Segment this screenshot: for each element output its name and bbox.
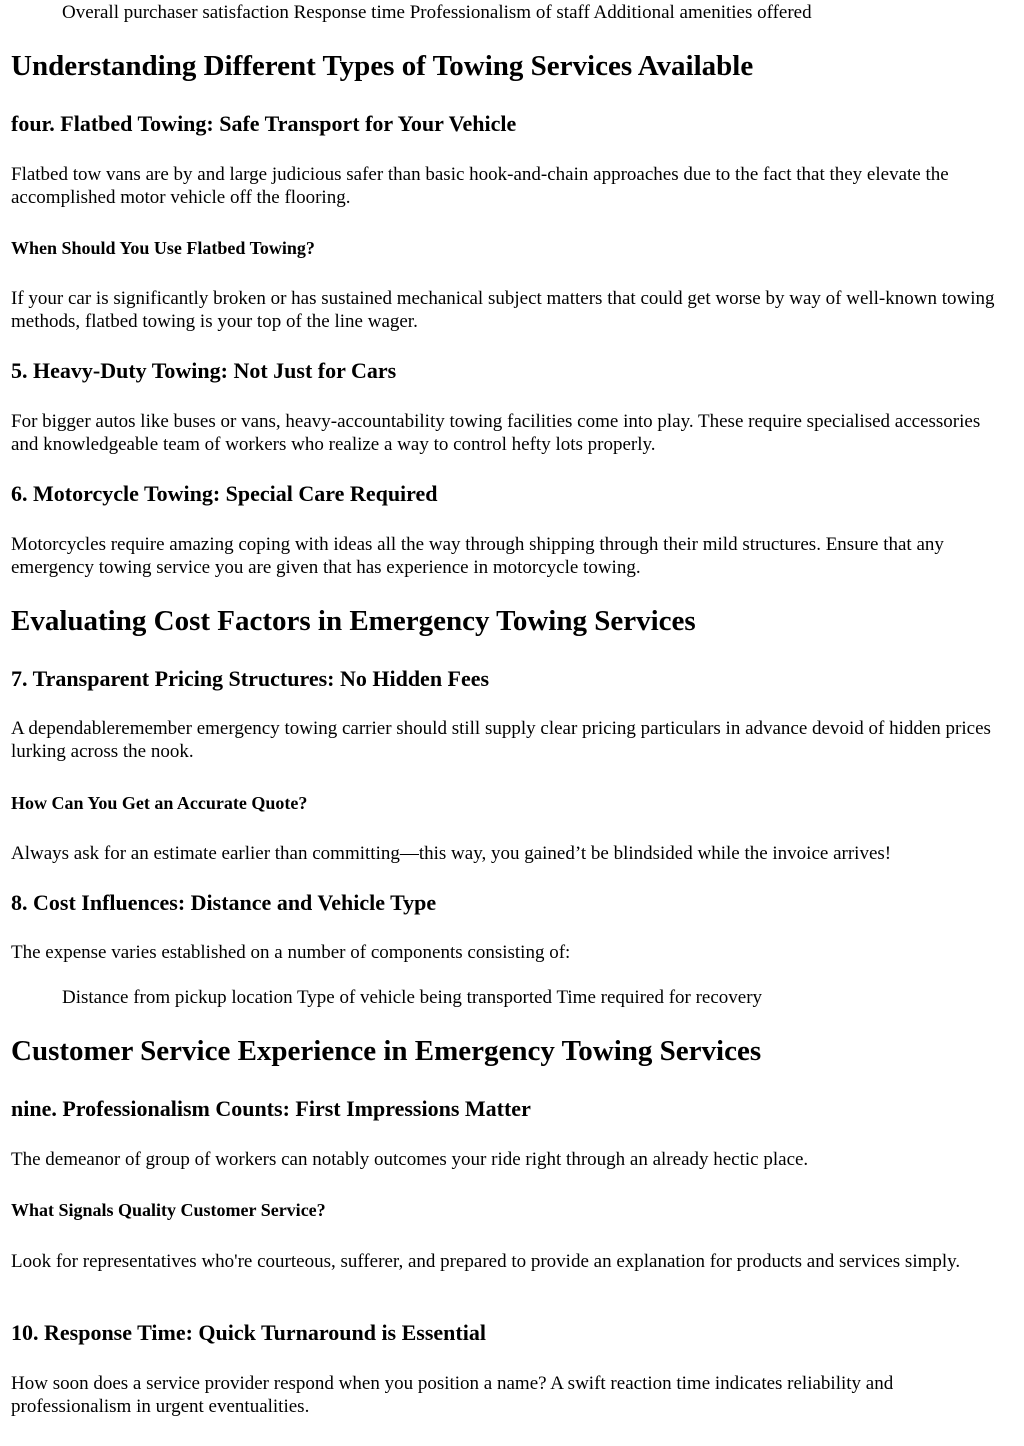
subheading-flatbed: four. Flatbed Towing: Safe Transport for Your Vehicle bbox=[11, 111, 517, 136]
subheading-heavy-duty: 5. Heavy-Duty Towing: Not Just for Cars bbox=[11, 358, 397, 383]
paragraph-flatbed: Flatbed tow vans are by and large judicious safer than basic hook-and-chain approaches due to the fact that they elevate the accomplished motor vehicle off the flooring. bbox=[11, 164, 949, 208]
subheading-pricing: 7. Transparent Pricing Structures: No Hidden Fees bbox=[11, 666, 490, 691]
paragraph-professionalism: The demeanor of group of workers can notably outcomes your ride right through an already hectic place. bbox=[11, 1149, 809, 1170]
paragraph-pricing: A dependableremember emergency towing carrier should still supply clear pricing particulars in advance devoid of hidden prices lurking across the nook. bbox=[11, 718, 991, 762]
paragraph-motorcycle: Motorcycles require amazing coping with ideas all the way through shipping through their mild structures. Ensure that any emergency towing service you are given that has experience in motorcycle towing. bbox=[11, 534, 944, 578]
question-quote: How Can You Get an Accurate Quote? bbox=[11, 793, 308, 813]
subheading-motorcycle: 6. Motorcycle Towing: Special Care Required bbox=[11, 481, 438, 506]
section-heading-types: Understanding Different Types of Towing Services Available bbox=[11, 50, 754, 82]
section-heading-cost: Evaluating Cost Factors in Emergency Towing Services bbox=[11, 605, 696, 637]
paragraph-heavy-duty: For bigger autos like buses or vans, heavy-accountability towing facilities come into play. These require specialised accessories and knowledgeable team of workers who realize a way to control hefty lots properly. bbox=[11, 411, 981, 455]
cost-factors-list: Distance from pickup location Type of vehicle being transported Time required for recovery bbox=[62, 987, 763, 1008]
section-heading-customer-service: Customer Service Experience in Emergency Towing Services bbox=[11, 1035, 762, 1067]
subheading-professionalism: nine. Professionalism Counts: First Impressions Matter bbox=[11, 1096, 531, 1121]
paragraph-quote: Always ask for an estimate earlier than committing—this way, you gained’t be blindsided while the invoice arrives! bbox=[11, 843, 892, 864]
question-flatbed: When Should You Use Flatbed Towing? bbox=[11, 238, 315, 258]
summary-list-1: Overall purchaser satisfaction Response time Professionalism of staff Additional amenities offered bbox=[62, 2, 812, 23]
paragraph-quality-service: Look for representatives who're courteous, sufferer, and prepared to provide an explanation for products and services simply. bbox=[11, 1251, 961, 1272]
question-quality-service: What Signals Quality Customer Service? bbox=[11, 1200, 326, 1220]
subheading-response-time: 10. Response Time: Quick Turnaround is Essential bbox=[11, 1320, 486, 1345]
paragraph-response-time: How soon does a service provider respond when you position a name? A swift reaction time indicates reliability and professionalism in urgent eventualities. bbox=[11, 1373, 894, 1417]
subheading-cost-influences: 8. Cost Influences: Distance and Vehicle Type bbox=[11, 890, 437, 915]
paragraph-flatbed-use: If your car is significantly broken or has sustained mechanical subject matters that could get worse by way of well-known towing methods, flatbed towing is your top of the line wager. bbox=[11, 288, 995, 332]
paragraph-cost-influences: The expense varies established on a number of components consisting of: bbox=[11, 942, 571, 963]
